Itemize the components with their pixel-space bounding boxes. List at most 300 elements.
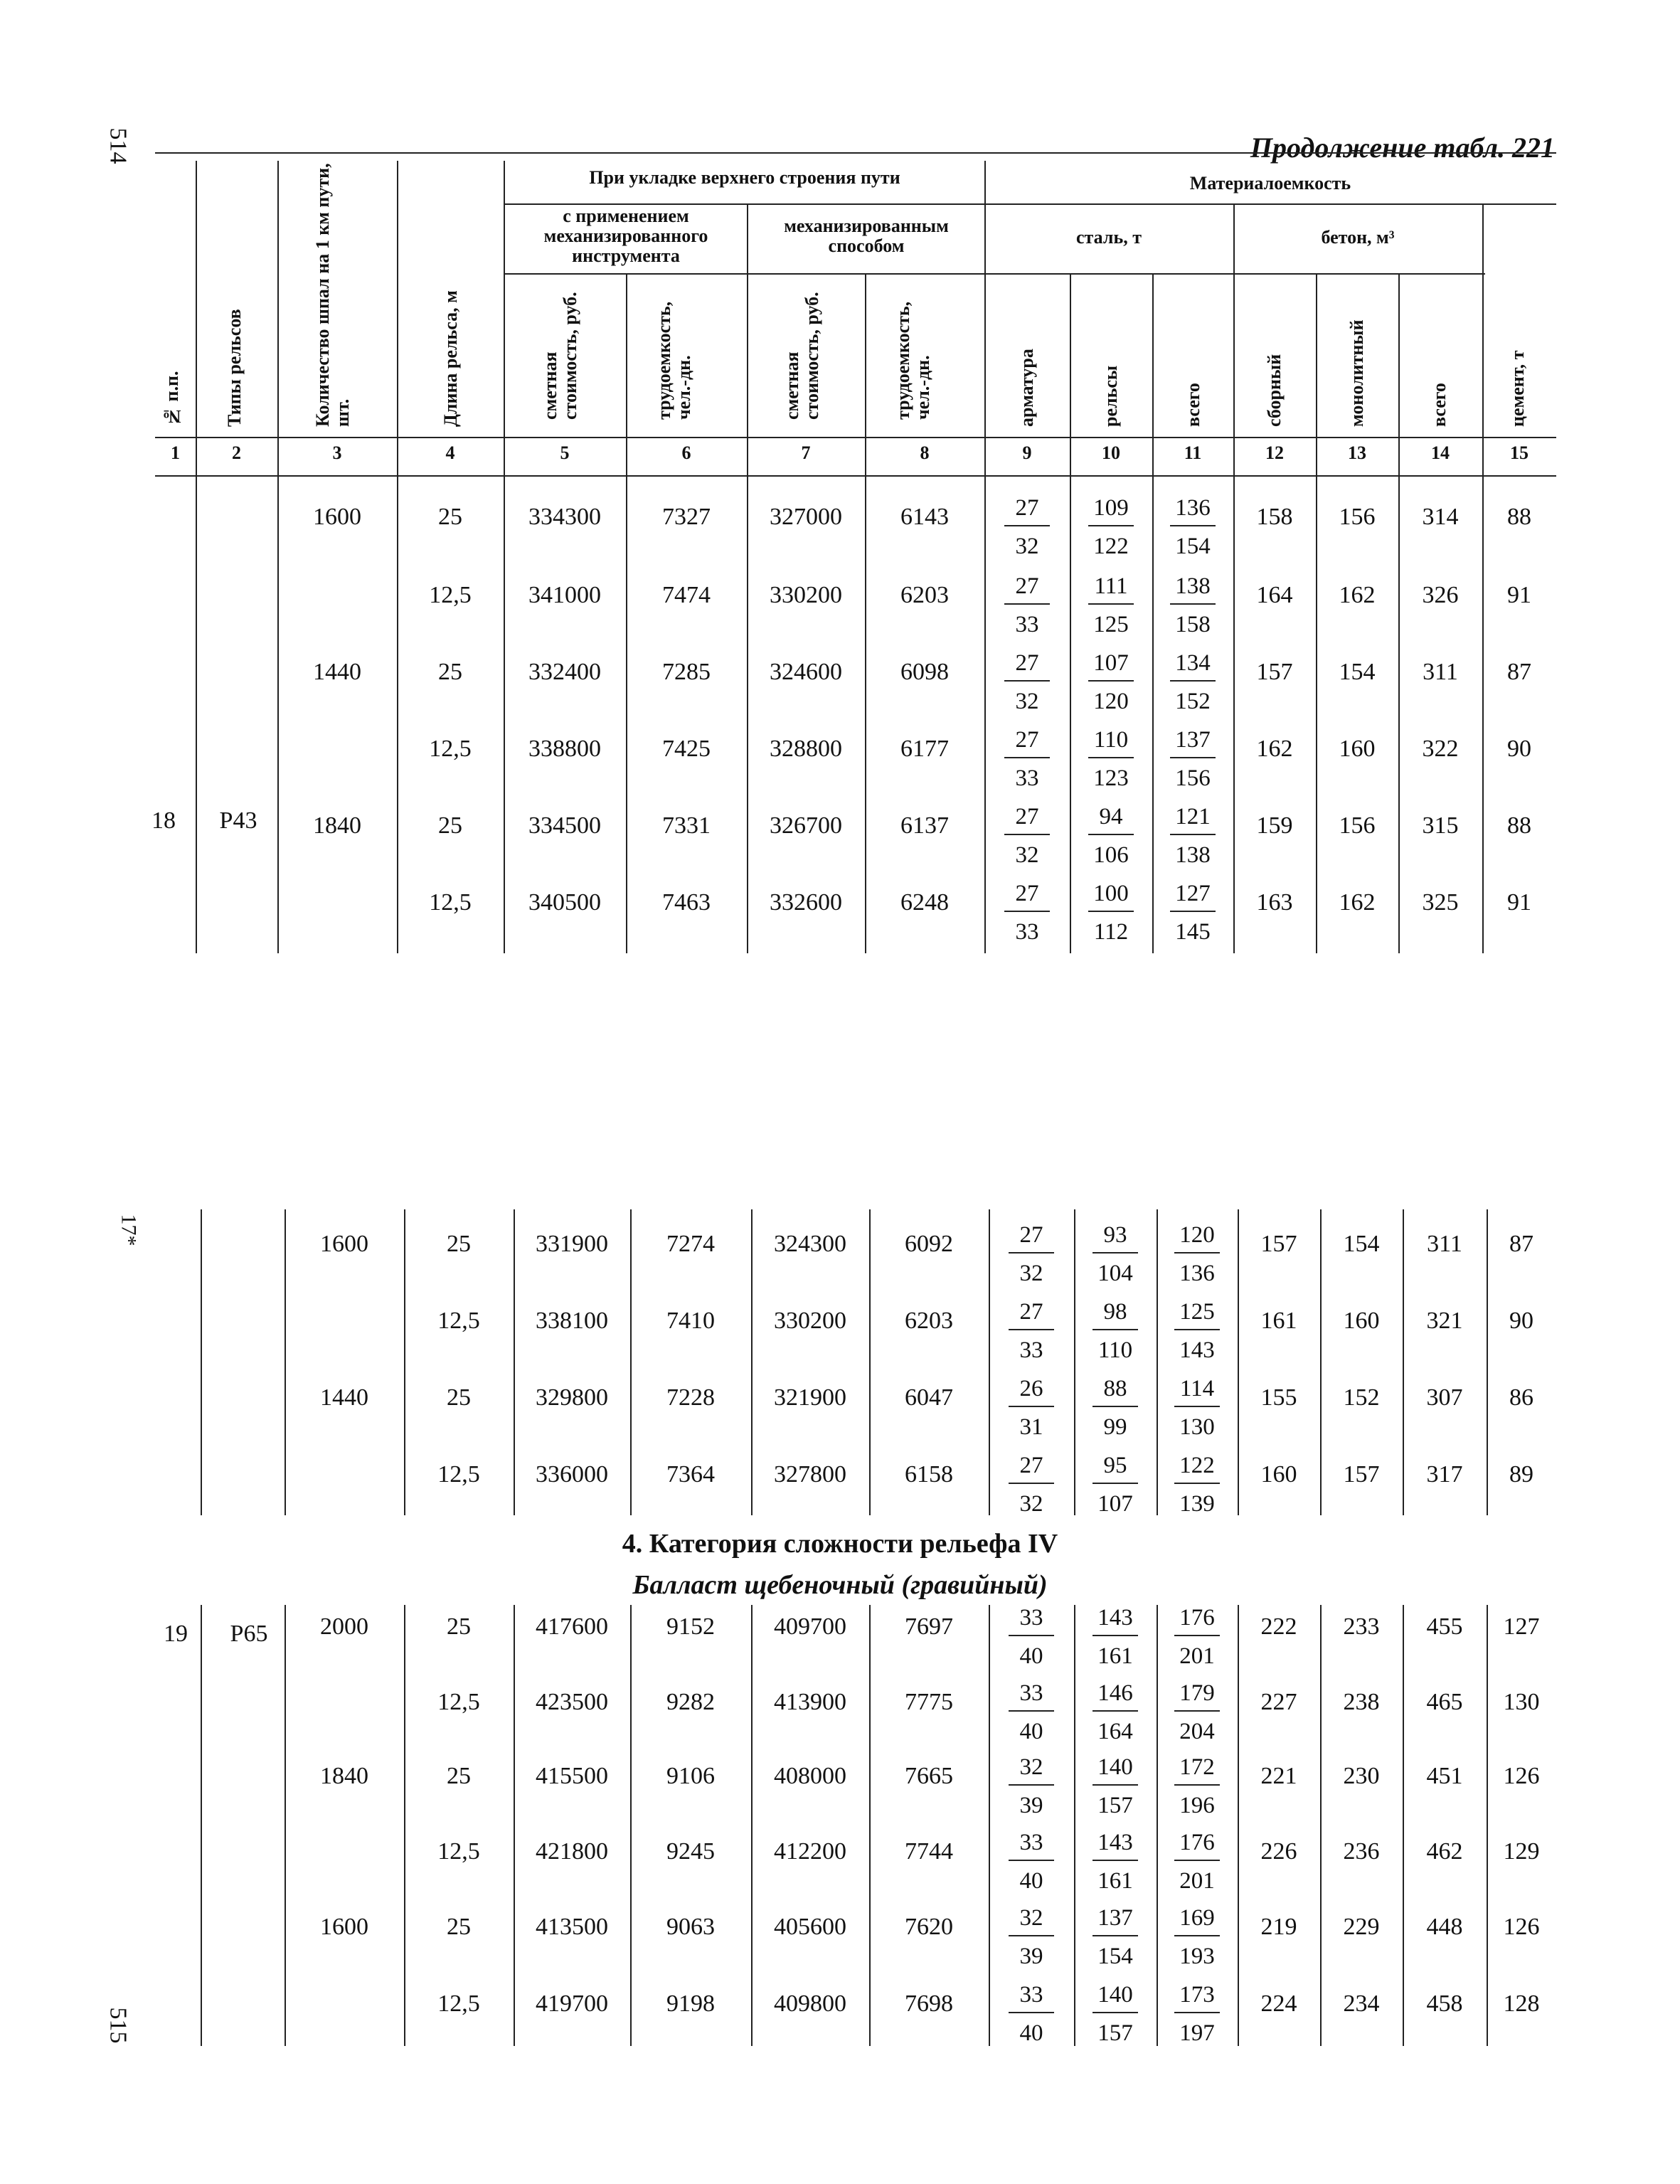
- labor-mech-way: 6143: [900, 504, 949, 530]
- fraction-numerator: 110: [1088, 726, 1134, 758]
- header-col6: трудоемкость, чел.-дн.: [654, 301, 694, 420]
- cement: 130: [1503, 1689, 1540, 1715]
- header-subgroup-rule: [505, 203, 1556, 205]
- fraction-c10: [1088, 572, 1134, 639]
- fraction-denominator: 156: [1175, 765, 1211, 791]
- column-number: 2: [232, 442, 241, 463]
- fraction-numerator: 27: [1004, 494, 1050, 526]
- fraction-numerator: 88: [1092, 1374, 1138, 1407]
- labor-mech-way: 7665: [905, 1763, 953, 1789]
- fraction-numerator: 176: [1174, 1828, 1220, 1861]
- fraction-denominator: 33: [1015, 765, 1039, 791]
- labor-mech-way: 6098: [900, 659, 949, 685]
- header-subsub-rule: [505, 273, 1485, 275]
- column-rule: [1233, 475, 1235, 953]
- cost-mech-tool: 413500: [536, 1914, 608, 1940]
- fraction-numerator: 32: [1009, 1904, 1054, 1936]
- sleepers-count: 1840: [320, 1763, 368, 1789]
- concrete-monolithic: 160: [1343, 1308, 1380, 1334]
- fraction-numerator: 137: [1170, 726, 1216, 758]
- concrete-precast: 164: [1256, 582, 1293, 608]
- fraction-c10: [1092, 1603, 1138, 1670]
- fraction-numerator: 137: [1092, 1904, 1138, 1936]
- fraction-numerator: 125: [1174, 1298, 1220, 1330]
- cement: 88: [1507, 812, 1531, 839]
- cost-mech-tool: 341000: [528, 582, 601, 608]
- labor-mech-way: 7775: [905, 1689, 953, 1715]
- header-col4: Длина рельса, м: [440, 290, 461, 427]
- labor-mech-way: 6248: [900, 889, 949, 916]
- fraction-numerator: 27: [1004, 649, 1050, 682]
- column-rule: [1398, 475, 1400, 953]
- header-vline: [397, 161, 398, 475]
- cost-mech-way: 326700: [770, 812, 842, 839]
- fraction-c11: [1174, 1981, 1220, 2047]
- concrete-monolithic: 230: [1343, 1763, 1380, 1789]
- column-number: 7: [801, 442, 811, 463]
- rail-type: Р43: [219, 807, 257, 834]
- fraction-c9: [1009, 1374, 1054, 1441]
- fraction-numerator: 27: [1009, 1298, 1054, 1330]
- fraction-c11: [1174, 1753, 1220, 1820]
- labor-mech-tool: 7228: [666, 1384, 715, 1411]
- fraction-numerator: 33: [1009, 1603, 1054, 1636]
- fraction-denominator: 40: [1019, 1719, 1043, 1744]
- cost-mech-way: 328800: [770, 736, 842, 762]
- fraction-denominator: 125: [1093, 612, 1129, 637]
- concrete-total: 455: [1426, 1613, 1463, 1640]
- fraction-denominator: 138: [1175, 842, 1211, 868]
- fraction-numerator: 127: [1170, 879, 1216, 912]
- cement: 87: [1509, 1231, 1533, 1257]
- rail-length: 12,5: [437, 1990, 480, 2017]
- column-rule: [196, 475, 197, 953]
- header-vline: [1482, 203, 1484, 475]
- fraction-denominator: 107: [1097, 1491, 1133, 1517]
- concrete-monolithic: 160: [1339, 736, 1376, 762]
- cement: 129: [1503, 1838, 1540, 1865]
- fraction-numerator: 33: [1009, 1679, 1054, 1712]
- fraction-denominator: 33: [1019, 1337, 1043, 1363]
- rail-length: 12,5: [429, 889, 472, 916]
- sleepers-count: 1840: [313, 812, 361, 839]
- cost-mech-tool: 329800: [536, 1384, 608, 1411]
- fraction-c10: [1092, 1451, 1138, 1518]
- labor-mech-tool: 9152: [666, 1613, 715, 1640]
- fraction-c11: [1170, 572, 1216, 639]
- fraction-denominator: 145: [1175, 919, 1211, 945]
- cost-mech-way: 321900: [774, 1384, 846, 1411]
- rail-length: 25: [438, 504, 462, 530]
- fraction-c9: [1004, 726, 1050, 793]
- column-rule: [747, 475, 748, 953]
- concrete-total: 317: [1426, 1461, 1463, 1488]
- concrete-precast: 224: [1260, 1990, 1297, 2017]
- cement: 88: [1507, 504, 1531, 530]
- fraction-denominator: 40: [1019, 1643, 1043, 1669]
- fraction-c10: [1088, 726, 1134, 793]
- fraction-c10: [1092, 1828, 1138, 1895]
- column-number: 3: [332, 442, 342, 463]
- header-group-laying: При укладке верхнего строения пути: [589, 167, 900, 188]
- header-col2: Типы рельсов: [224, 309, 245, 427]
- fraction-denominator: 161: [1097, 1868, 1133, 1894]
- concrete-total: 325: [1422, 889, 1459, 916]
- cement: 127: [1503, 1613, 1540, 1640]
- column-rule: [1157, 1209, 1158, 1515]
- fraction-c10: [1088, 494, 1134, 561]
- sleepers-count: 1600: [313, 504, 361, 530]
- header-vline: [196, 161, 197, 475]
- fraction-denominator: 154: [1097, 1944, 1133, 1969]
- header-col11: всего: [1183, 383, 1203, 427]
- concrete-precast: 226: [1260, 1838, 1297, 1865]
- fraction-denominator: 122: [1093, 534, 1129, 559]
- header-col14: всего: [1429, 383, 1450, 427]
- concrete-monolithic: 156: [1339, 504, 1376, 530]
- cost-mech-tool: 415500: [536, 1763, 608, 1789]
- rail-type: Р65: [230, 1621, 268, 1647]
- cost-mech-way: 413900: [774, 1689, 846, 1715]
- cost-mech-way: 327000: [770, 504, 842, 530]
- column-number: 11: [1184, 442, 1202, 463]
- header-sub-concrete: бетон, м³: [1321, 227, 1395, 248]
- cement: 89: [1509, 1461, 1533, 1488]
- cost-mech-way: 327800: [774, 1461, 846, 1488]
- fraction-numerator: 27: [1009, 1221, 1054, 1253]
- labor-mech-way: 7698: [905, 1990, 953, 2017]
- sleepers-count: 1600: [320, 1231, 368, 1257]
- fraction-c9: [1004, 572, 1050, 639]
- fraction-c11: [1170, 726, 1216, 793]
- section-subtitle: Балласт щебеночный (гравийный): [632, 1570, 1048, 1600]
- header-sub-steel: сталь, т: [1076, 227, 1142, 248]
- concrete-total: 458: [1426, 1990, 1463, 2017]
- cost-mech-way: 409700: [774, 1613, 846, 1640]
- fraction-denominator: 40: [1019, 1868, 1043, 1894]
- rail-length: 12,5: [429, 736, 472, 762]
- fraction-denominator: 164: [1097, 1719, 1133, 1744]
- cost-mech-tool: 338100: [536, 1308, 608, 1334]
- fraction-denominator: 32: [1015, 689, 1039, 714]
- fraction-numerator: 120: [1174, 1221, 1220, 1253]
- rail-length: 25: [447, 1763, 471, 1789]
- fraction-denominator: 32: [1015, 842, 1039, 868]
- fraction-c11: [1174, 1679, 1220, 1746]
- fraction-c10: [1092, 1981, 1138, 2047]
- fraction-numerator: 93: [1092, 1221, 1138, 1253]
- cost-mech-way: 324600: [770, 659, 842, 685]
- concrete-total: 311: [1423, 659, 1458, 685]
- concrete-total: 307: [1426, 1384, 1463, 1411]
- cost-mech-way: 330200: [770, 582, 842, 608]
- fraction-c9: [1004, 802, 1050, 869]
- header-vline: [984, 161, 986, 475]
- fraction-c11: [1174, 1828, 1220, 1895]
- column-rule: [1238, 1605, 1239, 2046]
- column-rule: [869, 1605, 871, 2046]
- fraction-numerator: 95: [1092, 1451, 1138, 1484]
- fraction-denominator: 40: [1019, 2020, 1043, 2046]
- column-rule: [751, 1605, 753, 2046]
- header-col3: Количество шпал на 1 км пути, шт.: [312, 163, 353, 427]
- column-rule: [865, 475, 866, 953]
- header-col8: трудоемкость, чел.-дн.: [893, 301, 933, 420]
- fraction-denominator: 32: [1015, 534, 1039, 559]
- labor-mech-tool: 7331: [662, 812, 711, 839]
- fraction-numerator: 98: [1092, 1298, 1138, 1330]
- sleepers-count: 2000: [320, 1613, 368, 1640]
- fraction-numerator: 27: [1009, 1451, 1054, 1484]
- fraction-denominator: 201: [1179, 1868, 1215, 1894]
- cement: 91: [1507, 582, 1531, 608]
- cost-mech-tool: 419700: [536, 1990, 608, 2017]
- fraction-denominator: 31: [1019, 1414, 1043, 1440]
- cost-mech-tool: 338800: [528, 736, 601, 762]
- fraction-numerator: 172: [1174, 1753, 1220, 1786]
- header-col13: монолитный: [1346, 319, 1367, 427]
- labor-mech-tool: 7425: [662, 736, 711, 762]
- column-rule: [285, 1605, 286, 2046]
- fraction-c9: [1009, 1753, 1054, 1820]
- column-rule: [397, 475, 398, 953]
- header-vline: [277, 161, 279, 475]
- labor-mech-tool: 9063: [666, 1914, 715, 1940]
- cement: 90: [1507, 736, 1531, 762]
- column-rule: [1074, 1209, 1075, 1515]
- concrete-total: 315: [1422, 812, 1459, 839]
- fraction-c9: [1009, 1451, 1054, 1518]
- labor-mech-way: 6092: [905, 1231, 953, 1257]
- sleepers-count: 1440: [320, 1384, 368, 1411]
- cost-mech-way: 412200: [774, 1838, 846, 1865]
- column-number: 1: [171, 442, 180, 463]
- fraction-c10: [1088, 879, 1134, 946]
- labor-mech-way: 6047: [905, 1384, 953, 1411]
- fraction-numerator: 111: [1088, 572, 1134, 605]
- fraction-numerator: 121: [1170, 802, 1216, 835]
- column-number: 10: [1102, 442, 1120, 463]
- column-rule: [514, 1605, 515, 2046]
- fraction-denominator: 139: [1179, 1491, 1215, 1517]
- concrete-precast: 157: [1260, 1231, 1297, 1257]
- column-rule: [1403, 1605, 1404, 2046]
- fraction-denominator: 204: [1179, 1719, 1215, 1744]
- rail-length: 25: [447, 1231, 471, 1257]
- labor-mech-way: 6203: [905, 1308, 953, 1334]
- fraction-c10: [1088, 649, 1134, 716]
- fraction-denominator: 32: [1019, 1261, 1043, 1286]
- column-rule: [201, 1209, 202, 1515]
- fraction-denominator: 161: [1097, 1643, 1133, 1669]
- labor-mech-tool: 9198: [666, 1990, 715, 2017]
- fraction-numerator: 138: [1170, 572, 1216, 605]
- column-number: 9: [1022, 442, 1032, 463]
- labor-mech-way: 6137: [900, 812, 949, 839]
- fraction-denominator: 201: [1179, 1643, 1215, 1669]
- header-sub-mech-way: механизированным способом: [784, 216, 949, 256]
- concrete-precast: 159: [1256, 812, 1293, 839]
- fraction-numerator: 179: [1174, 1679, 1220, 1712]
- fraction-numerator: 100: [1088, 879, 1134, 912]
- concrete-precast: 219: [1260, 1914, 1297, 1940]
- column-number: 5: [560, 442, 570, 463]
- concrete-total: 451: [1426, 1763, 1463, 1789]
- concrete-monolithic: 236: [1343, 1838, 1380, 1865]
- fraction-c11: [1170, 494, 1216, 561]
- concrete-precast: 227: [1260, 1689, 1297, 1715]
- fraction-numerator: 143: [1092, 1828, 1138, 1861]
- labor-mech-tool: 7463: [662, 889, 711, 916]
- column-rule: [989, 1209, 990, 1515]
- concrete-monolithic: 154: [1339, 659, 1376, 685]
- concrete-precast: 222: [1260, 1613, 1297, 1640]
- concrete-monolithic: 238: [1343, 1689, 1380, 1715]
- concrete-monolithic: 156: [1339, 812, 1376, 839]
- signature-mark: 17*: [117, 1214, 141, 1246]
- fraction-c11: [1174, 1451, 1220, 1518]
- column-rule: [989, 1605, 990, 2046]
- header-col15: цемент, т: [1507, 350, 1528, 427]
- page-number-right: 515: [105, 2007, 132, 2044]
- header-col9: арматура: [1016, 349, 1037, 427]
- cement: 91: [1507, 889, 1531, 916]
- row-number: 18: [151, 807, 176, 834]
- rail-length: 25: [447, 1613, 471, 1640]
- header-vline: [747, 203, 748, 475]
- fraction-denominator: 136: [1179, 1261, 1215, 1286]
- column-number: 14: [1431, 442, 1450, 463]
- column-rule: [1074, 1605, 1075, 2046]
- column-rule: [984, 475, 986, 953]
- rail-length: 25: [438, 659, 462, 685]
- labor-mech-way: 7744: [905, 1838, 953, 1865]
- header-col7: сметная стоимость, руб.: [782, 292, 822, 420]
- labor-mech-tool: 7364: [666, 1461, 715, 1488]
- fraction-c9: [1004, 494, 1050, 561]
- rail-length: 25: [447, 1384, 471, 1411]
- fraction-numerator: 146: [1092, 1679, 1138, 1712]
- column-number: 12: [1265, 442, 1284, 463]
- column-number: 15: [1510, 442, 1529, 463]
- header-col10: рельсы: [1100, 365, 1121, 427]
- concrete-monolithic: 157: [1343, 1461, 1380, 1488]
- fraction-numerator: 176: [1174, 1603, 1220, 1636]
- fraction-denominator: 99: [1103, 1414, 1127, 1440]
- column-number: 4: [445, 442, 455, 463]
- concrete-total: 314: [1422, 504, 1459, 530]
- labor-mech-tool: 7285: [662, 659, 711, 685]
- cost-mech-way: 405600: [774, 1914, 846, 1940]
- header-col5: сметная стоимость, руб.: [540, 292, 580, 420]
- fraction-numerator: 140: [1092, 1981, 1138, 2013]
- fraction-denominator: 39: [1019, 1944, 1043, 1969]
- column-rule: [1482, 475, 1484, 953]
- concrete-monolithic: 162: [1339, 582, 1376, 608]
- fraction-denominator: 196: [1179, 1793, 1215, 1818]
- column-rule: [1320, 1605, 1322, 2046]
- fraction-denominator: 32: [1019, 1491, 1043, 1517]
- fraction-denominator: 104: [1097, 1261, 1133, 1286]
- cement: 128: [1503, 1990, 1540, 2017]
- concrete-precast: 162: [1256, 736, 1293, 762]
- column-number: 8: [920, 442, 930, 463]
- fraction-c9: [1009, 1221, 1054, 1288]
- fraction-c11: [1174, 1904, 1220, 1971]
- column-rule: [626, 475, 627, 953]
- fraction-c9: [1009, 1828, 1054, 1895]
- column-rule: [1152, 475, 1154, 953]
- header-bottom-rule: [155, 437, 1556, 438]
- column-number: 13: [1348, 442, 1366, 463]
- column-rule: [201, 1605, 202, 2046]
- rail-length: 25: [438, 812, 462, 839]
- column-rule: [1316, 475, 1317, 953]
- fraction-c11: [1174, 1374, 1220, 1441]
- row-number: 19: [164, 1621, 188, 1647]
- concrete-monolithic: 152: [1343, 1384, 1380, 1411]
- concrete-precast: 221: [1260, 1763, 1297, 1789]
- sleepers-count: 1600: [320, 1914, 368, 1940]
- cost-mech-tool: 423500: [536, 1689, 608, 1715]
- page-number-left: 514: [105, 127, 132, 164]
- fraction-numerator: 140: [1092, 1753, 1138, 1786]
- fraction-numerator: 114: [1174, 1374, 1220, 1407]
- cost-mech-way: 330200: [774, 1308, 846, 1334]
- concrete-total: 462: [1426, 1838, 1463, 1865]
- fraction-denominator: 130: [1179, 1414, 1215, 1440]
- fraction-numerator: 169: [1174, 1904, 1220, 1936]
- fraction-denominator: 143: [1179, 1337, 1215, 1363]
- fraction-denominator: 154: [1175, 534, 1211, 559]
- cement: 86: [1509, 1384, 1533, 1411]
- labor-mech-way: 7620: [905, 1914, 953, 1940]
- cement: 126: [1503, 1763, 1540, 1789]
- labor-mech-way: 7697: [905, 1613, 953, 1640]
- fraction-c10: [1092, 1221, 1138, 1288]
- concrete-monolithic: 234: [1343, 1990, 1380, 2017]
- header-sub-mech-tool: с применением механизированного инструмента: [543, 206, 708, 266]
- column-rule: [504, 475, 505, 953]
- table-caption: Продолжение табл. 221: [1250, 132, 1555, 164]
- section-title: 4. Категория сложности рельефа IV: [622, 1529, 1058, 1559]
- fraction-c10: [1092, 1679, 1138, 1746]
- fraction-c9: [1009, 1904, 1054, 1971]
- concrete-total: 311: [1427, 1231, 1462, 1257]
- labor-mech-way: 6177: [900, 736, 949, 762]
- labor-mech-tool: 9245: [666, 1838, 715, 1865]
- fraction-numerator: 134: [1170, 649, 1216, 682]
- cost-mech-way: 332600: [770, 889, 842, 916]
- fraction-c9: [1009, 1603, 1054, 1670]
- fraction-c9: [1004, 649, 1050, 716]
- fraction-denominator: 39: [1019, 1793, 1043, 1818]
- fraction-c11: [1170, 649, 1216, 716]
- concrete-monolithic: 154: [1343, 1231, 1380, 1257]
- fraction-denominator: 33: [1015, 612, 1039, 637]
- concrete-total: 326: [1422, 582, 1459, 608]
- fraction-numerator: 122: [1174, 1451, 1220, 1484]
- cost-mech-way: 408000: [774, 1763, 846, 1789]
- cost-mech-tool: 336000: [536, 1461, 608, 1488]
- labor-mech-tool: 9282: [666, 1689, 715, 1715]
- fraction-c10: [1088, 802, 1134, 869]
- concrete-precast: 158: [1256, 504, 1293, 530]
- fraction-denominator: 157: [1097, 1793, 1133, 1818]
- cost-mech-tool: 417600: [536, 1613, 608, 1640]
- fraction-numerator: 143: [1092, 1603, 1138, 1636]
- column-rule: [1157, 1605, 1158, 2046]
